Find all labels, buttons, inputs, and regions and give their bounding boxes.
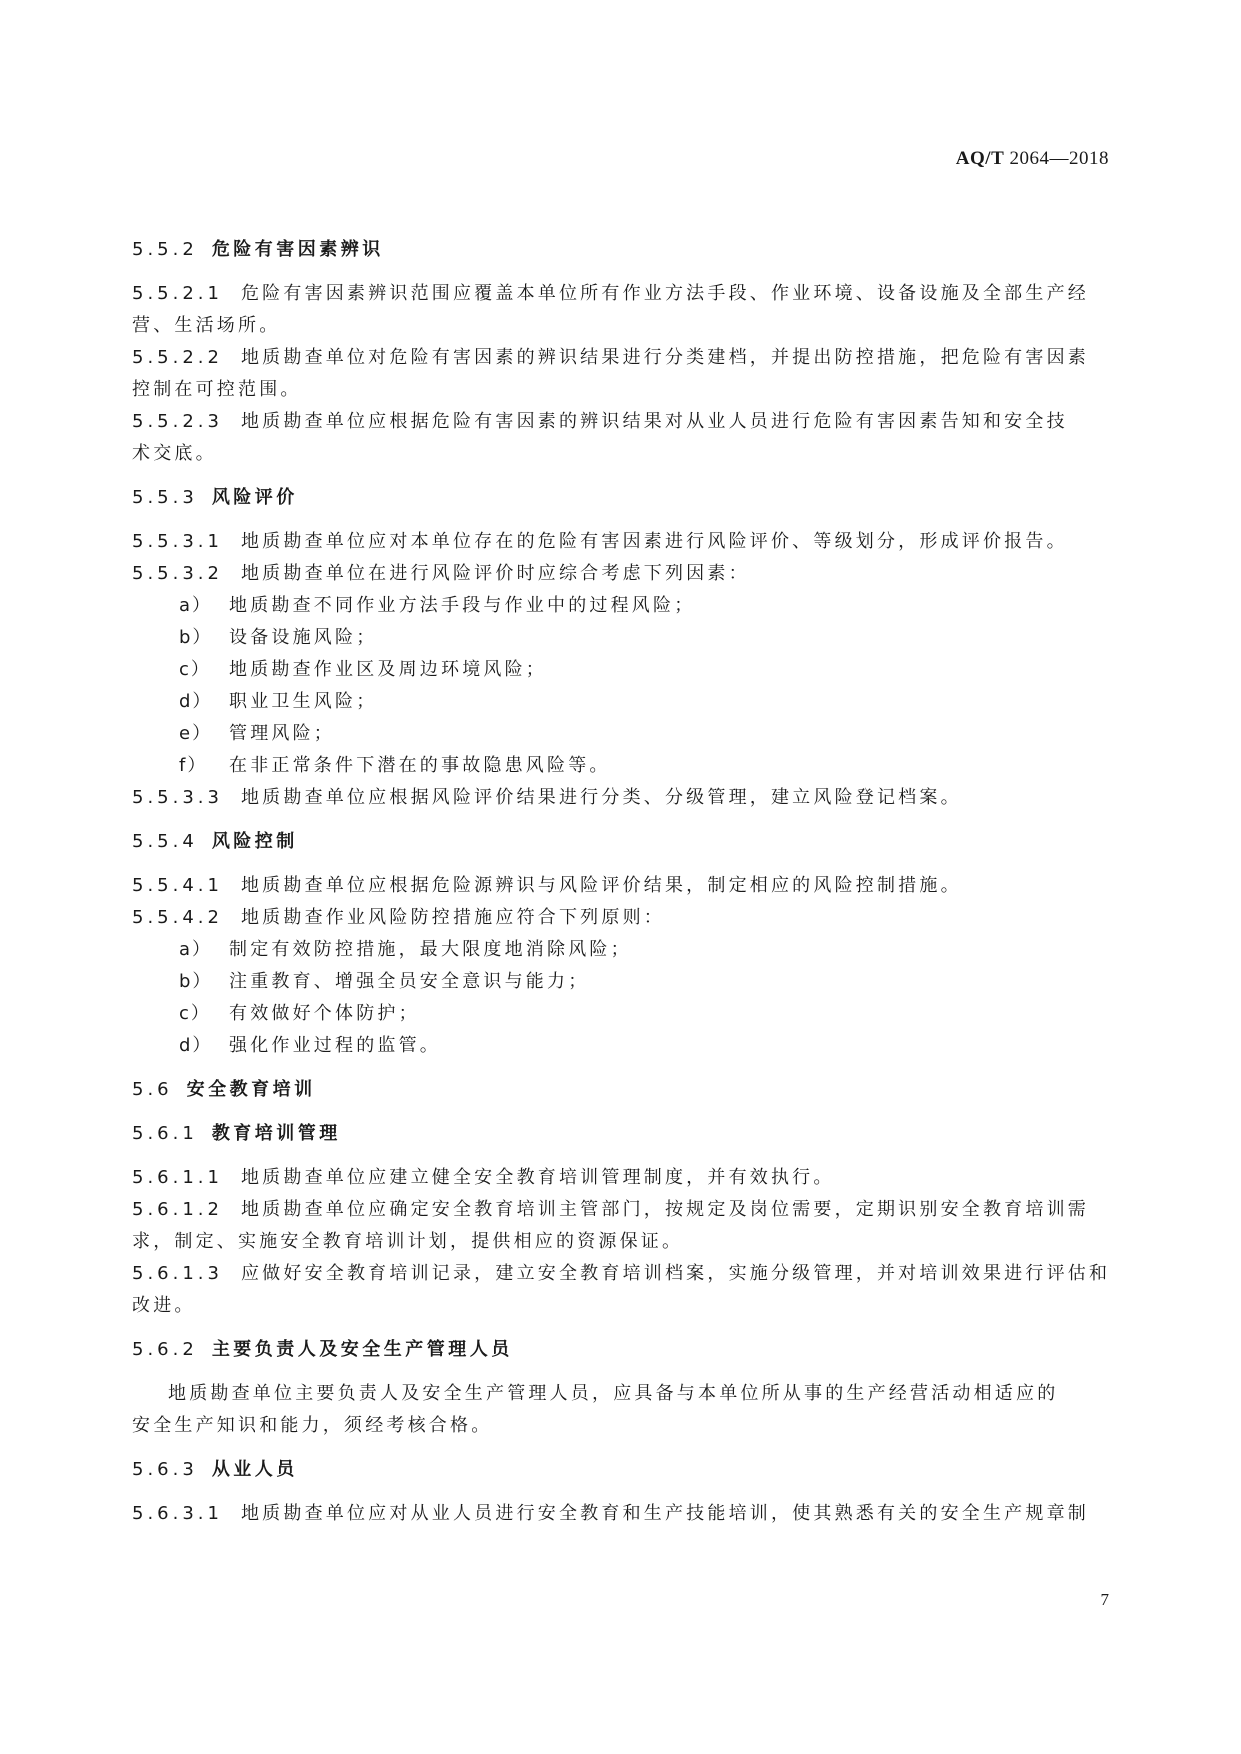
list-item-text: 设备设施风险； [229, 627, 378, 648]
clause [132, 782, 1109, 814]
list-item [132, 622, 1109, 654]
list-item-marker: e） [179, 723, 213, 744]
clause-text: 地质勘查单位对危险有害因素的辨识结果进行分类建档，并提出防控措施，把危险有害因素 [240, 347, 1089, 368]
section-number: 5.6 [132, 1079, 173, 1100]
clause [132, 1162, 1109, 1194]
list-item-text: 地质勘查作业区及周边环境风险； [229, 659, 547, 680]
clause [132, 1194, 1109, 1226]
section-title: 安全教育培训 [186, 1079, 316, 1100]
clause [132, 406, 1109, 438]
section-title: 从业人员 [211, 1459, 298, 1480]
clause-text: 地质勘查单位应建立健全安全教育培训管理制度，并有效执行。 [240, 1167, 835, 1188]
list-item-text: 管理风险； [229, 723, 335, 744]
clause-text: 地质勘查单位应根据风险评价结果进行分类、分级管理，建立风险登记档案。 [240, 787, 962, 808]
document-body [132, 222, 1109, 1530]
list-item [132, 998, 1109, 1030]
section-title: 主要负责人及安全生产管理人员 [211, 1339, 513, 1360]
clause-number: 5.5.2.3 [132, 411, 223, 432]
section-number: 5.5.3 [132, 487, 198, 508]
clause-number: 5.5.4.2 [132, 907, 223, 928]
clause [132, 870, 1109, 902]
list-item [132, 654, 1109, 686]
clause-number: 5.6.3.1 [132, 1503, 223, 1524]
list-item-marker: f） [179, 755, 208, 776]
continuation-line: 求，制定、实施安全教育培训计划，提供相应的资源保证。 [132, 1231, 684, 1252]
list-item-text: 有效做好个体防护； [229, 1003, 420, 1024]
list-item [132, 966, 1109, 998]
continuation-line: 安全生产知识和能力，须经考核合格。 [132, 1415, 493, 1436]
list-item-text: 地质勘查不同作业方法手段与作业中的过程风险； [229, 595, 696, 616]
list-item [132, 686, 1109, 718]
continuation-line: 控制在可控范围。 [132, 379, 302, 400]
section-heading [132, 826, 1109, 858]
list-item [132, 750, 1109, 782]
list-item [132, 718, 1109, 750]
clause-text: 地质勘查单位应根据危险源辨识与风险评价结果，制定相应的风险控制措施。 [240, 875, 962, 896]
section-title: 风险评价 [211, 487, 298, 508]
list-item-marker: a） [179, 939, 213, 960]
list-item-text: 在非正常条件下潜在的事故隐患风险等。 [229, 755, 611, 776]
clause-text: 地质勘查单位应对从业人员进行安全教育和生产技能培训，使其熟悉有关的安全生产规章制 [240, 1503, 1089, 1524]
clause-number: 5.5.3.2 [132, 563, 223, 584]
clause-text: 危险有害因素辨识范围应覆盖本单位所有作业方法手段、作业环境、设备设施及全部生产经 [240, 283, 1089, 304]
paragraph-text: 地质勘查单位主要负责人及安全生产管理人员，应具备与本单位所从事的生产经营活动相适应的 [168, 1383, 1059, 1404]
clause [132, 902, 1109, 934]
clause-number: 5.5.3.3 [132, 787, 223, 808]
standard-code [956, 148, 1109, 170]
clause-number: 5.6.1.1 [132, 1167, 223, 1188]
section-heading [132, 1074, 1109, 1106]
section-heading [132, 1454, 1109, 1486]
clause-text: 地质勘查单位应对本单位存在的危险有害因素进行风险评价、等级划分，形成评价报告。 [240, 531, 1068, 552]
clause [132, 1258, 1109, 1290]
list-item-text: 职业卫生风险； [229, 691, 378, 712]
clause-text: 地质勘查单位应根据危险有害因素的辨识结果对从业人员进行危险有害因素告知和安全技 [240, 411, 1068, 432]
section-number: 5.6.1 [132, 1123, 198, 1144]
paragraph [132, 1378, 1109, 1410]
continuation-line: 术交底。 [132, 443, 217, 464]
clause [132, 342, 1109, 374]
clause-number: 5.5.4.1 [132, 875, 223, 896]
clause [132, 1498, 1109, 1530]
clause-number: 5.6.1.2 [132, 1199, 223, 1220]
section-heading [132, 234, 1109, 266]
clause [132, 526, 1109, 558]
section-title: 教育培训管理 [211, 1123, 341, 1144]
list-item [132, 1030, 1109, 1062]
page-number: 7 [1100, 1590, 1109, 1609]
list-item-text: 强化作业过程的监管。 [229, 1035, 441, 1056]
clause-number: 5.6.1.3 [132, 1263, 223, 1284]
list-item-marker: a） [179, 595, 213, 616]
standard-code-number: 2064—2018 [1009, 148, 1109, 169]
clause-text: 应做好安全教育培训记录，建立安全教育培训档案，实施分级管理，并对培训效果进行评估和 [240, 1263, 1111, 1284]
section-number: 5.6.2 [132, 1339, 198, 1360]
section-number: 5.5.4 [132, 831, 198, 852]
list-item-text: 注重教育、增强全员安全意识与能力； [229, 971, 590, 992]
continuation-line: 改进。 [132, 1295, 196, 1316]
section-heading [132, 1118, 1109, 1150]
clause [132, 558, 1109, 590]
section-number: 5.6.3 [132, 1459, 198, 1480]
list-item-text: 制定有效防控措施，最大限度地消除风险； [229, 939, 632, 960]
list-item-marker: d） [179, 1035, 213, 1056]
clause-text: 地质勘查单位应确定安全教育培训主管部门，按规定及岗位需要，定期识别安全教育培训需 [240, 1199, 1089, 1220]
section-heading [132, 1334, 1109, 1366]
list-item-marker: b） [179, 971, 213, 992]
section-number: 5.5.2 [132, 239, 198, 260]
clause-number: 5.5.3.1 [132, 531, 223, 552]
clause-text: 地质勘查单位在进行风险评价时应综合考虑下列因素： [240, 563, 750, 584]
standard-code-prefix: AQ/T [955, 148, 1005, 169]
clause-text: 地质勘查作业风险防控措施应符合下列原则： [240, 907, 665, 928]
clause-number: 5.5.2.1 [132, 283, 223, 304]
list-item [132, 934, 1109, 966]
list-item-marker: c） [179, 1003, 211, 1024]
clause [132, 278, 1109, 310]
section-title: 危险有害因素辨识 [211, 239, 384, 260]
continuation-line: 营、生活场所。 [132, 315, 281, 336]
clause-number: 5.5.2.2 [132, 347, 223, 368]
section-title: 风险控制 [211, 831, 298, 852]
list-item-marker: c） [179, 659, 211, 680]
list-item-marker: b） [179, 627, 213, 648]
list-item-marker: d） [179, 691, 213, 712]
section-heading [132, 482, 1109, 514]
list-item [132, 590, 1109, 622]
